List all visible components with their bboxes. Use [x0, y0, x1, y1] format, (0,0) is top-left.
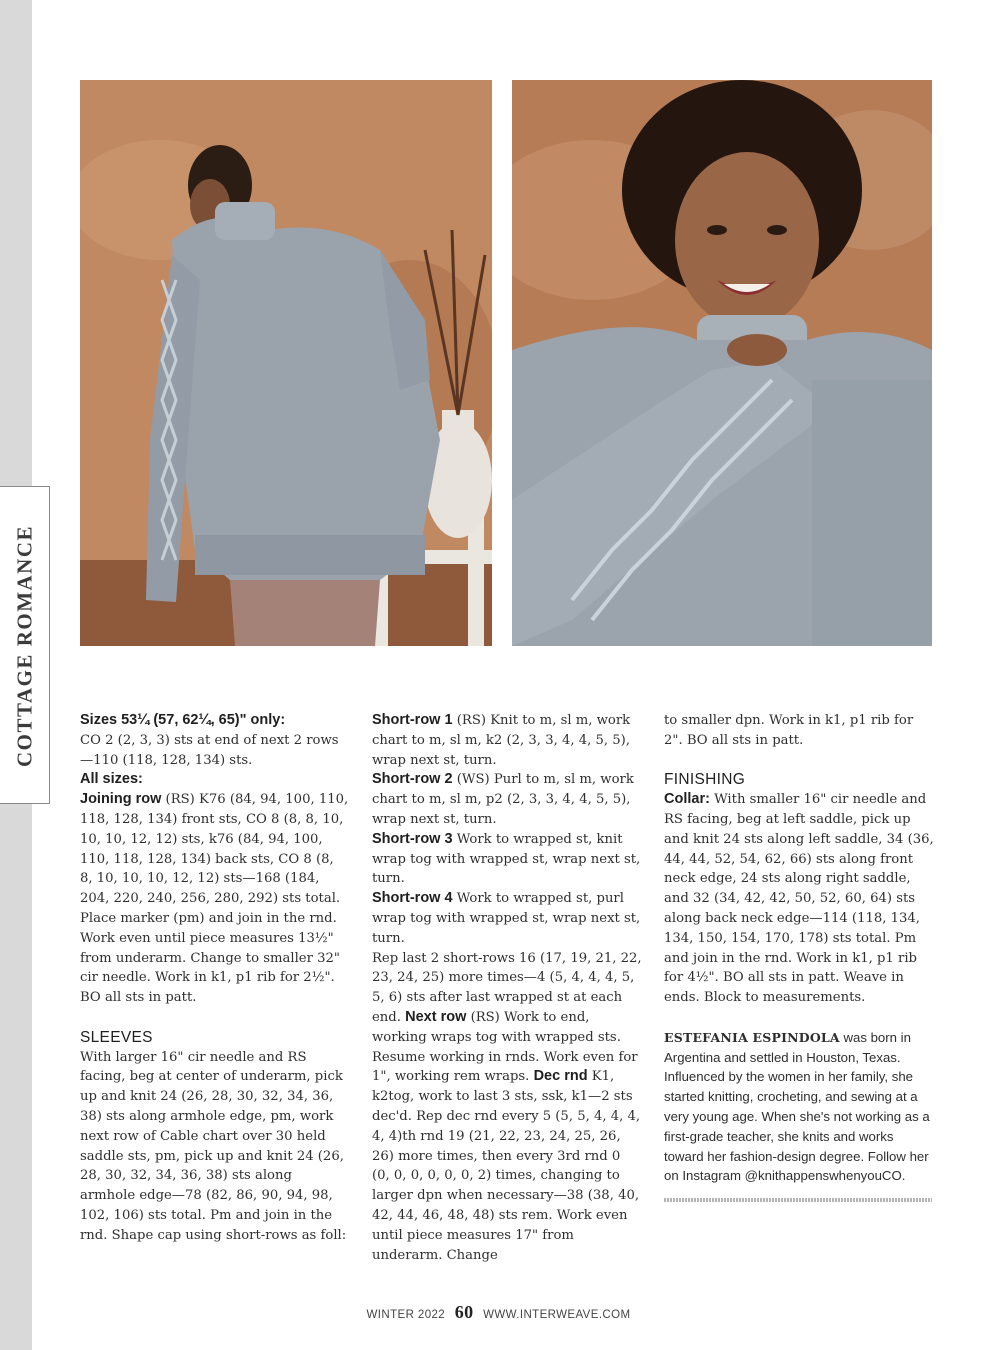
- short-row-3-label: Short-row 3: [372, 830, 453, 847]
- paragraph-short-row-3: [372, 830, 642, 889]
- footer-page-number: 60: [454, 1302, 474, 1322]
- collar-label: Collar:: [664, 791, 710, 808]
- short-row-2-text: (WS) Purl to m, sl m, work chart to m, sl m, p2 (2, 3, 3, 4, 4, 5, 5), wrap next st, turn.: [372, 772, 634, 827]
- paragraph-collar: [664, 790, 934, 1008]
- photo-closeup-illustration: [512, 80, 932, 646]
- all-sizes-heading: All sizes:: [80, 771, 143, 788]
- paragraph-all-sizes: [80, 770, 350, 790]
- text-column-2: [372, 711, 642, 1265]
- continued-text: to smaller dpn. Work in k1, p1 rib for 2". BO all sts in patt.: [664, 713, 914, 748]
- repeat-text-b: (RS) Work to end, working wraps tog with wrapped sts. Resume working in rnds. Work even for 1", working rem wraps.: [372, 1009, 638, 1085]
- finishing-heading: FINISHING: [664, 771, 746, 789]
- repeat-text-c: K1, k2tog, work to last 3 sts, ssk, k1—2 sts dec'd. Rep dec rnd every 5 (5, 5, 4, 4, 4, 4, 4)th rnd 19 (21, 22, 23, 24, 25, 26, 26) more times, then every 3rd rnd 0 (0, 0, 0, 0, 0, 0, 2) times, changing to larger dpn when necessary—38 (38, 40, 42, 44, 46, 48, 48) sts rem. Work even until piece measures 17" from underarm. Change: [372, 1069, 641, 1263]
- joining-row-text: (RS) K76 (84, 94, 100, 110, 118, 128, 134) front sts, CO 8 (8, 8, 10, 10, 10, 12, 12) sts, k76 (84, 94, 100, 110, 118, 128, 134) back sts, CO 8 (8, 8, 10, 10, 10, 12, 12) sts—168 (184, 204, 220, 240, 256, 280, 292) sts total. Place marker (pm) and join in the rnd. Work even until piece measures 13½" from underarm. Change to smaller 32" cir needle. Work in k1, p1 rib for 2½". BO all sts in patt.: [80, 792, 349, 1006]
- short-row-4-text: Work to wrapped st, purl wrap tog with wrapped st, wrap next st, turn.: [372, 891, 641, 946]
- next-row-label: Next row: [405, 1008, 467, 1025]
- paragraph-short-row-4: [372, 889, 642, 948]
- repeat-text-a: Rep last 2 short-rows 16 (17, 19, 21, 22, 23, 24, 25) more times—4 (5, 4, 4, 4, 5, 5, 6) sts after last wrapped st at each end.: [372, 950, 642, 1025]
- paragraph-sizes: [80, 711, 350, 770]
- designer-bio: [664, 1028, 934, 1186]
- paragraph-joining-row: [80, 790, 350, 1008]
- text-column-3: [664, 711, 934, 1202]
- bio-divider: [664, 1198, 932, 1202]
- sizes-text: CO 2 (2, 3, 3) sts at end of next 2 rows—110 (118, 128, 134) sts.: [80, 732, 339, 768]
- photo-sweater-closeup: [512, 80, 932, 646]
- dec-rnd-label: Dec rnd: [533, 1068, 588, 1085]
- footer-issue: WINTER 2022: [366, 1309, 446, 1321]
- paragraph-repeat: [372, 949, 642, 1266]
- joining-row-label: Joining row: [80, 791, 162, 808]
- text-column-1: [80, 711, 350, 1246]
- paragraph-short-row-1: [372, 711, 642, 770]
- designer-bio-text: was born in Argentina and settled in Houston, Texas. Influenced by the women in her family, she started knitting, crocheting, and sewing at a very young age. When she's not working as a first-grade teacher, she knits and works toward her fashion-design degree. Follow her on Instagram @knithappenswhenyouCO.: [664, 1029, 930, 1184]
- page-footer: [0, 1302, 997, 1323]
- short-row-1-label: Short-row 1: [372, 712, 453, 728]
- section-tab-label: COTTAGE ROMANCE: [12, 524, 37, 768]
- sleeves-text: With larger 16" cir needle and RS facing, beg at center of underarm, pick up and knit 24 (26, 28, 30, 32, 34, 36, 38) sts along armhole edge, pm, work next row of Cable chart over 30 held saddle sts, pm, pick up and knit 24 (26, 28, 30, 32, 34, 36, 38) sts along armhole edge—78 (82, 86, 90, 94, 98, 102, 106) sts total. Pm and join in the rnd. Shape cap using short-rows as foll:: [80, 1049, 347, 1243]
- designer-name: ESTEFANIA ESPINDOLA: [664, 1029, 840, 1045]
- sizes-heading: Sizes 53¼ (57, 62¼, 65)" only:: [80, 712, 286, 728]
- short-row-3-text: Work to wrapped st, knit wrap tog with wrapped st, wrap next st, turn.: [372, 831, 641, 887]
- photo-sweater-back-view: [80, 80, 492, 646]
- short-row-1-text: (RS) Knit to m, sl m, work chart to m, sl m, k2 (2, 3, 3, 4, 4, 5, 5), wrap next st, turn.: [372, 713, 631, 768]
- photo-back-illustration: [80, 80, 492, 646]
- collar-text: With smaller 16" cir needle and RS facing, beg at left saddle, pick up and knit 24 sts along left saddle, 34 (36, 44, 44, 52, 54, 62, 66) sts along front neck edge, 24 sts along right saddle, and 32 (34, 42, 42, 50, 52, 60, 64) sts along back neck edge—114 (118, 134, 134, 150, 154, 170, 178) sts total. Pm and join in the rnd. Work in k1, p1 rib for 4½". BO all sts in patt. Weave in ends. Block to measurements.: [664, 792, 934, 1006]
- paragraph-short-row-2: [372, 770, 642, 829]
- short-row-4-label: Short-row 4: [372, 890, 453, 907]
- section-tab: [0, 486, 50, 804]
- sleeves-heading: SLEEVES: [80, 1028, 153, 1046]
- footer-website: WWW.INTERWEAVE.COM: [483, 1309, 631, 1321]
- short-row-2-label: Short-row 2: [372, 771, 453, 788]
